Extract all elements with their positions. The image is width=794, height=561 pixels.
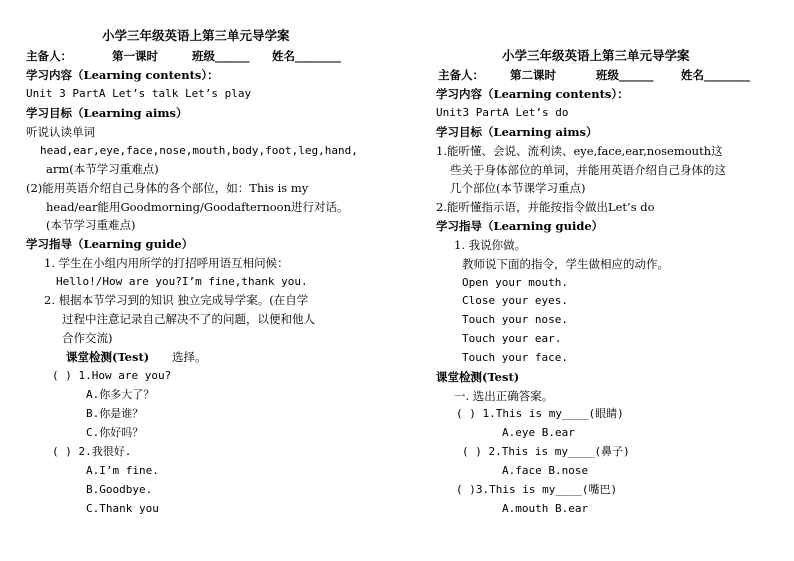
- left-aim-line: arm(本节学习重难点): [46, 162, 159, 176]
- right-guide-line: 1. 我说你做。: [454, 238, 527, 252]
- left-guide-line: Hello!/How are you?I’m fine,thank you.: [56, 275, 308, 288]
- left-q1-option: A.你多大了？: [86, 388, 155, 401]
- left-guide-line: 2. 根据本节学习到的知识 独立完成导学案。(在自学: [44, 293, 309, 307]
- right-lesson: 第二课时: [510, 68, 556, 82]
- left-host-label: 主备人：: [26, 49, 72, 63]
- right-q1-options: A.eye B.ear: [502, 426, 575, 439]
- left-content: Unit 3 PartA Let’s talk Let’s play: [26, 87, 252, 100]
- left-aim-line: 听说认读单词: [26, 125, 95, 139]
- right-q2: ( ) 2.This is my____(鼻子): [462, 445, 630, 458]
- left-name-field: 姓名________: [272, 49, 341, 63]
- left-aim-line: (2)能用英语介绍自己身体的各个部位，如：This is my: [26, 181, 309, 195]
- right-q3: ( )3.This is my____(嘴巴): [456, 483, 618, 496]
- left-q1-option: C.你好吗？: [86, 426, 144, 439]
- right-command: Touch your ear.: [462, 332, 562, 345]
- left-guide-label: 学习指导（Learning guide）: [26, 237, 194, 251]
- right-q2-options: A.face B.nose: [502, 464, 589, 477]
- left-class-field: 班级______: [192, 49, 250, 63]
- left-title: 小学三年级英语上第三单元导学案: [102, 28, 290, 43]
- right-aim-line: 1.能听懂、会说、流利读、eye,face,ear,nosemouth这: [436, 144, 723, 158]
- right-command: Close your eyes.: [462, 294, 568, 307]
- right-aim-line: 些关于身体部位的单词，并能用英语介绍自己身体的这: [450, 163, 726, 177]
- right-name-field: 姓名________: [681, 68, 750, 82]
- left-aim-line: head/ear能用Goodmorning/Goodafternoon进行对话。: [46, 200, 349, 214]
- left-aims-label: 学习目标（Learning aims）: [26, 106, 188, 120]
- left-guide-line: 1. 学生在小组内用所学的打招呼用语互相问候：: [44, 256, 289, 270]
- left-q2-option: A.I’m fine.: [86, 464, 159, 477]
- right-aim-line: 2.能听懂指示语，并能按指令做出Let’s do: [436, 200, 655, 214]
- right-title: 小学三年级英语上第三单元导学案: [502, 48, 690, 63]
- right-command: Open your mouth.: [462, 276, 568, 289]
- left-q1: ( ) 1.How are you?: [52, 369, 172, 382]
- left-q2-option: C.Thank you: [86, 502, 159, 515]
- left-test-label: 课堂检测(Test): [66, 350, 150, 364]
- left-aim-line: (本节学习重难点): [46, 218, 136, 232]
- right-test-label: 课堂检测(Test): [436, 370, 520, 384]
- right-q1: ( ) 1.This is my____(眼睛): [456, 407, 624, 420]
- left-aim-line: head,ear,eye,face,nose,mouth,body,foot,leg,hand,: [40, 144, 358, 157]
- right-host-label: 主备人：: [438, 68, 484, 82]
- left-q2: ( ) 2.我很好.: [52, 445, 132, 458]
- left-guide-line: 过程中注意记录自己解决不了的问题，以便和他人: [62, 312, 315, 326]
- right-command: Touch your face.: [462, 351, 568, 364]
- right-command: Touch your nose.: [462, 313, 568, 326]
- left-test-note: 选择。: [172, 350, 207, 364]
- right-guide-label: 学习指导（Learning guide）: [436, 219, 604, 233]
- left-q1-option: B.你是谁？: [86, 407, 144, 420]
- left-q2-option: B.Goodbye.: [86, 483, 153, 496]
- right-content-label: 学习内容（Learning contents）：: [436, 87, 629, 101]
- right-q3-options: A.mouth B.ear: [502, 502, 589, 515]
- right-guide-line: 教师说下面的指令，学生做相应的动作。: [462, 257, 669, 271]
- left-content-label: 学习内容（Learning contents）：: [26, 68, 219, 82]
- right-class-field: 班级______: [596, 68, 654, 82]
- left-guide-line: 合作交流): [62, 331, 113, 345]
- left-lesson: 第一课时: [112, 49, 158, 63]
- right-aims-label: 学习目标（Learning aims）: [436, 125, 598, 139]
- right-aim-line: 几个部位(本节课学习重点): [450, 181, 586, 195]
- right-test-sub: 一. 选出正确答案。: [454, 389, 554, 403]
- right-content: Unit3 PartA Let’s do: [436, 106, 569, 119]
